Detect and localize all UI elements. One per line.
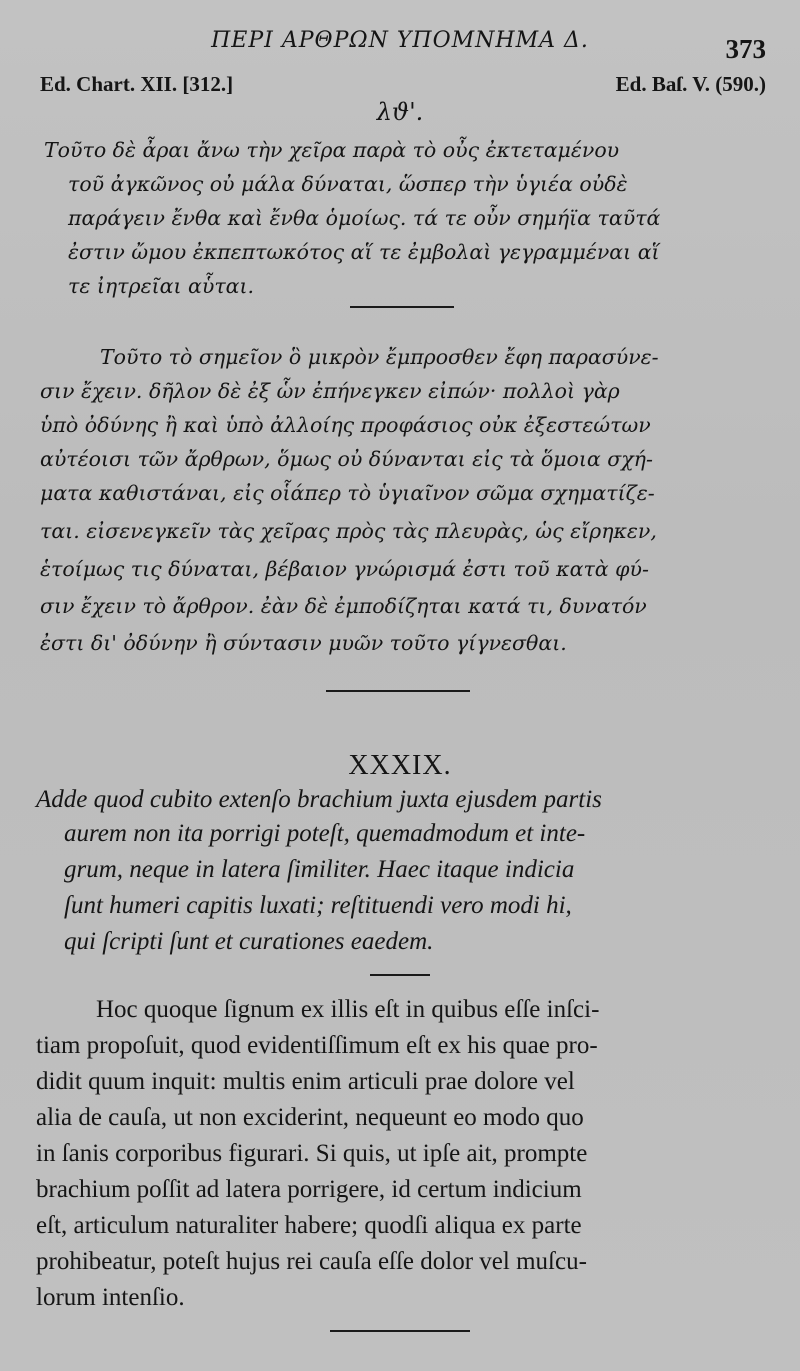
edition-reference-right: Ed. Baſ. V. (590.) [615, 72, 766, 96]
greek-commentary-line: ὑπὸ ὀδύνης ἢ καὶ ὑπὸ ἀλλοίης προφάσιος οὐκ ἐξεστεώτων [40, 413, 651, 437]
latin-commentary-line: lorum intenſio. [36, 1284, 185, 1311]
greek-commentary-line: ἐστι δι' ὀδύνην ἢ σύντασιν μυῶν τοῦτο γίγνεσθαι. [40, 631, 567, 655]
greek-lemma-line: παράγειν ἔνθα καὶ ἔνθα ὁμοίως. τά τε οὖν σημήϊα ταῦτά [68, 206, 661, 230]
latin-lemma-line: aurem non ita porrigi poteſt, quemadmodum et inte- [64, 820, 586, 847]
latin-commentary-line: Hoc quoque ſignum ex illis eſt in quibus eſſe inſci- [96, 996, 600, 1023]
latin-lemma-line: Adde quod cubito extenſo brachium juxta ejusdem partis [36, 786, 602, 813]
latin-section-number: XXXIX. [348, 750, 452, 781]
latin-commentary-line: didit quum inquit: multis enim articuli prae dolore vel [36, 1068, 575, 1095]
separator-rule [370, 974, 430, 976]
greek-commentary-line: σιν ἔχειν τὸ ἄρθρον. ἐὰν δὲ ἐμποδίζηται κατά τι, δυνατόν [40, 594, 647, 618]
separator-rule [326, 690, 470, 692]
greek-commentary-line: σιν ἔχειν. δῆλον δὲ ἐξ ὧν ἐπήνεγκεν εἰπών· πολλοὶ γὰρ [40, 379, 620, 403]
greek-commentary-line: Τοῦτο τὸ σημεῖον ὃ μικρὸν ἔμπροσθεν ἔφη παρασύνε- [100, 345, 659, 369]
latin-commentary-line: tiam propoſuit, quod evidentiſſimum eſt ex his quae pro- [36, 1032, 598, 1059]
separator-rule [350, 306, 454, 308]
latin-commentary-line: brachium poſſit ad latera porrigere, id certum indicium [36, 1176, 582, 1203]
greek-lemma-line: τε ἰητρεῖαι αὗται. [68, 274, 255, 298]
greek-commentary-line: ται. εἰσενεγκεῖν τὰς χεῖρας πρὸς τὰς πλευρὰς, ὡς εἴρηκεν, [40, 519, 657, 543]
latin-commentary-line: alia de cauſa, ut non exciderint, nequeunt eo modo quo [36, 1104, 584, 1131]
edition-reference-left: Ed. Chart. XII. [312.] [40, 72, 234, 96]
greek-commentary-line: ματα καθιστάναι, εἰς οἷάπερ τὸ ὑγιαῖνον σῶμα σχηματίζε- [40, 481, 655, 505]
latin-lemma-line: qui ſcripti ſunt et curationes eaedem. [64, 928, 434, 955]
greek-lemma-line: Τοῦτο δὲ ἆραι ἄνω τὴν χεῖρα παρὰ τὸ οὖς ἐκτεταμένου [44, 138, 620, 162]
greek-section-number: λϑ'. [376, 98, 424, 126]
running-title: ΠΕΡΙ ΑΡΘΡΩΝ ΥΠΟΜΝΗΜΑ Δ. [211, 28, 589, 53]
greek-lemma-line: ἐστιν ὤμου ἐκπεπτωκότος αἵ τε ἐμβολαὶ γεγραμμέναι αἵ [68, 240, 660, 264]
latin-commentary-line: in ſanis corporibus figurari. Si quis, ut ipſe ait, prompte [36, 1140, 588, 1167]
separator-rule [330, 1330, 470, 1332]
greek-lemma-line: τοῦ ἀγκῶνος οὐ μάλα δύναται, ὥσπερ τὴν ὑγιέα οὐδὲ [68, 172, 628, 196]
latin-commentary-line: prohibeatur, poteſt hujus rei cauſa eſſe dolor vel muſcu- [36, 1248, 587, 1275]
greek-commentary-line: ἑτοίμως τις δύναται, βέβαιον γνώρισμά ἐστι τοῦ κατὰ φύ- [40, 557, 649, 581]
page-number: 373 [725, 34, 766, 64]
latin-lemma-line: grum, neque in latera ſimiliter. Haec itaque indicia [64, 856, 575, 883]
greek-commentary-line: αὐτέοισι τῶν ἄρθρων, ὅμως οὐ δύνανται εἰς τὰ ὅμοια σχή- [40, 447, 653, 471]
latin-commentary-line: eſt, articulum naturaliter habere; quodſi aliqua ex parte [36, 1212, 582, 1239]
latin-lemma-line: ſunt humeri capitis luxati; reſtituendi vero modi hi, [64, 892, 572, 919]
